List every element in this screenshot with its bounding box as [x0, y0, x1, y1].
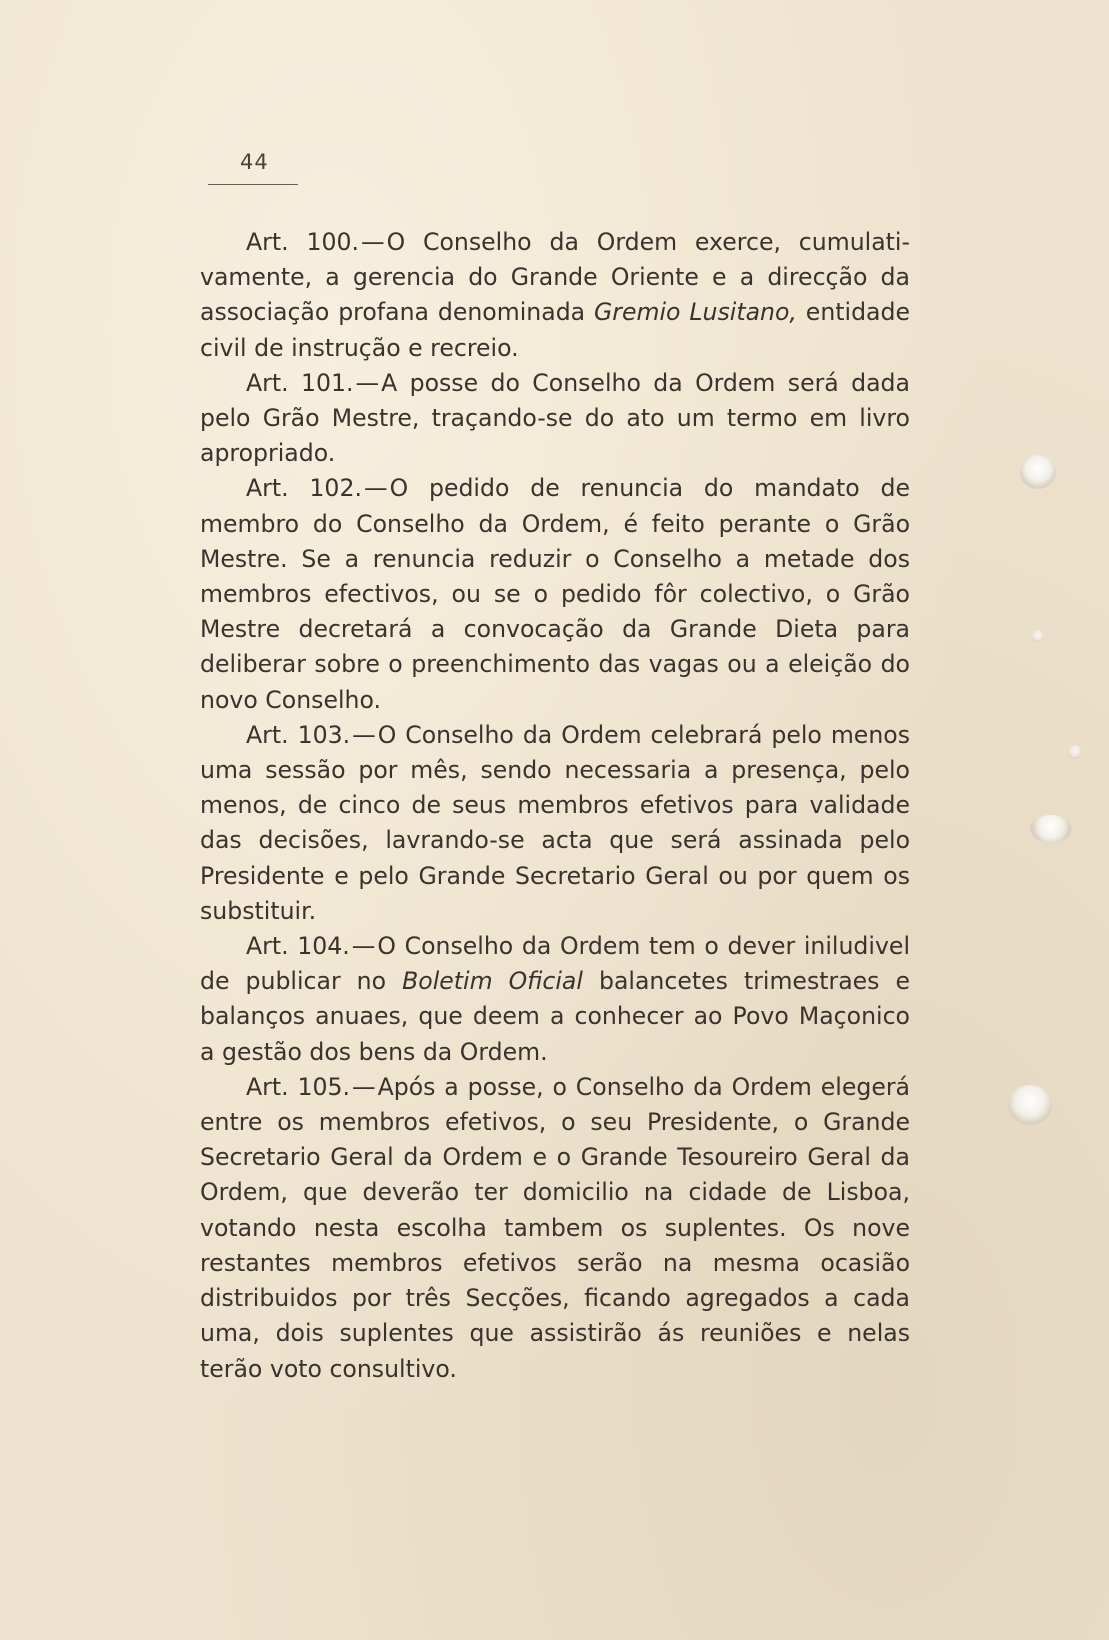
article-text: balancetes trimestraes e balanços anuaes, que deem a conhecer ao Povo Maçonico a gestão dos bens da Ordem. [200, 967, 910, 1066]
article-heading: Art. 100. [246, 228, 359, 256]
article-text: O pedido de renuncia do mandato de membro do Conselho da Ordem, é feito perante o Grão Mestre. Se a renuncia reduzir o Conselho a metade dos membros efectivos, ou se o pedido fôr colectivo, o Grão Mestre decretará a convocação da Grande Dieta para deliberar sobre o preenchimento das vagas ou a eleição do novo Conselho. [200, 474, 911, 714]
article-text: Após a posse, o Conselho da Ordem elegerá entre os membros efetivos, o seu Presidente, o Grande Secretario Geral da Ordem e o Grande Tesoureiro Geral da Ordem, que deverão ter domicilio na cidade de Lisboa, votando nesta escolha tambem os suplentes. Os nove restantes membros efetivos serão na mesma ocasião distribuidos por três Secções, ficando agregados a cada uma, dois suplentes que assistirão ás reuniões e nelas terão voto consultivo. [200, 1072, 911, 1383]
article-text-block [200, 225, 910, 1387]
article-text: O Conselho da Ordem celebrará pelo menos uma sessão por mês, sendo necessaria a presença, pelo menos, de cinco de seus membros efetivos para validade das decisões, lavrando-se acta que será assinada pelo Presidente e pelo Grande Secretario Geral ou por quem os substituir. [200, 720, 911, 925]
em-dash: — [351, 932, 376, 961]
em-dash: — [352, 1072, 376, 1101]
italic-name: Gremio Lusitano, [594, 298, 797, 327]
italic-title: Boletim Oficial [402, 967, 583, 996]
punch-hole [1068, 745, 1082, 759]
article-heading: Art. 101. [246, 368, 354, 397]
article-103 [200, 718, 910, 929]
article-text: entidade civil de instrução e recreio. [200, 298, 911, 362]
article-heading: Art. 104. [246, 932, 350, 961]
article-text: O Conselho da Ordem tem o dever iniludivel de publicar no [200, 932, 910, 996]
punch-hole [1030, 815, 1072, 843]
article-heading: Art. 105. [246, 1072, 350, 1101]
article-text: A posse do Conselho da Ordem será dada pelo Grão Mestre, traçando-se do ato um termo em livro apropriado. [200, 368, 910, 468]
article-105 [200, 1070, 910, 1387]
page-number-rule [208, 184, 298, 185]
punch-hole [1020, 455, 1056, 489]
article-heading: Art. 102. [246, 474, 362, 503]
article-100 [200, 225, 910, 366]
em-dash: — [352, 720, 376, 749]
em-dash: — [355, 368, 380, 397]
page-number: 44 [240, 150, 269, 174]
punch-hole [1008, 1085, 1052, 1125]
punch-hole [1032, 630, 1044, 642]
article-text: O Conselho da Ordem exerce, cumulativamente, a gerencia do Grande Oriente e a direcção da associação profana denominada [200, 228, 911, 327]
em-dash: — [363, 474, 388, 503]
article-104 [200, 929, 910, 1070]
article-101 [200, 366, 910, 472]
article-heading: Art. 103. [246, 720, 351, 749]
article-102 [200, 471, 910, 717]
em-dash: — [360, 228, 385, 256]
